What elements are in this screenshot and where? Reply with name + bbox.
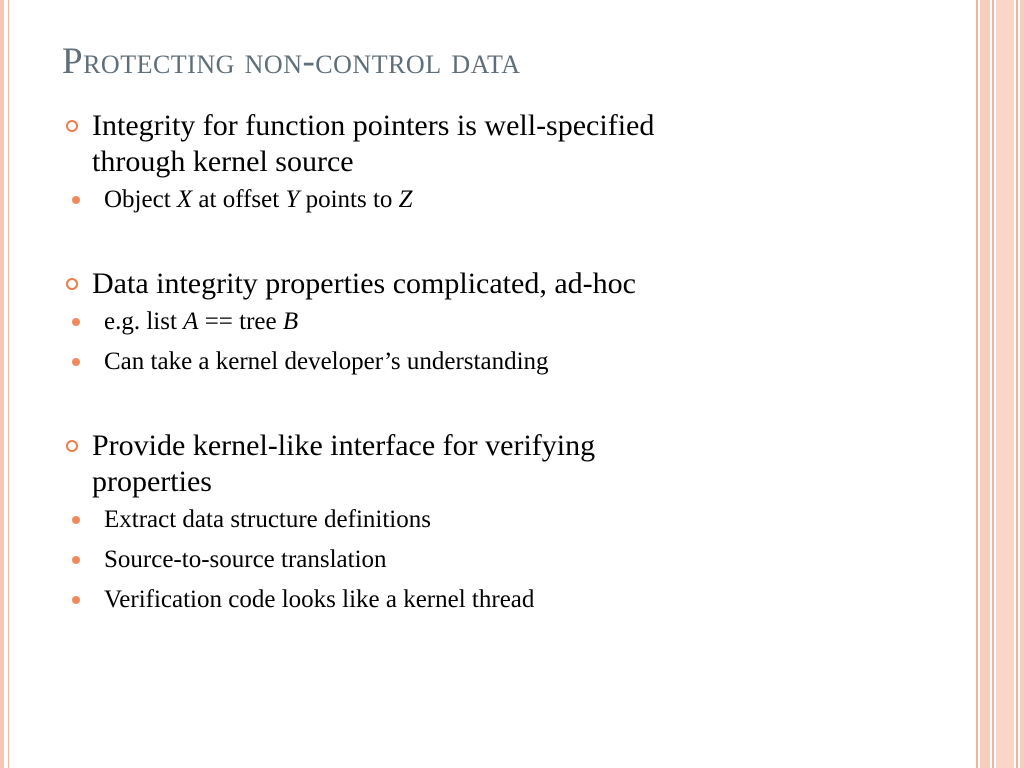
bullet-text: through kernel source <box>92 145 354 178</box>
slide-title: Protecting non-control data <box>62 41 521 82</box>
ring-bullet-icon <box>66 278 78 290</box>
sub-bullet-item: e.g. list A == tree B <box>62 308 962 336</box>
dot-bullet-icon <box>72 556 80 564</box>
sub-bullet-list <box>62 506 962 614</box>
sub-bullet-item: Verification code looks like a kernel thread <box>62 586 962 614</box>
sub-bullet-list <box>62 308 962 376</box>
bullet-list <box>62 108 962 626</box>
dot-bullet-icon <box>72 196 80 204</box>
left-decorative-stripe <box>0 0 4 768</box>
sub-bullet-item: Can take a kernel developer’s understanding <box>62 348 962 376</box>
bullet-text: Integrity for function pointers is well-specified <box>92 109 655 142</box>
right-decorative-stripes <box>976 0 1024 768</box>
bullet-text: Data integrity properties complicated, ad-hoc <box>92 267 636 300</box>
sub-bullet-item: Source-to-source translation <box>62 546 962 574</box>
ring-bullet-icon <box>66 120 78 132</box>
bullet-item <box>62 108 962 180</box>
bullet-item <box>62 266 962 302</box>
sub-bullet-list <box>62 186 962 214</box>
sub-bullet-item: Extract data structure definitions <box>62 506 962 534</box>
sub-bullet-item: Object X at offset Y points to Z <box>62 186 962 214</box>
left-decorative-line <box>8 0 9 768</box>
bullet-item <box>62 428 962 500</box>
bullet-text: Provide kernel-like interface for verifying <box>92 429 596 462</box>
bullet-text: properties <box>92 465 212 498</box>
dot-bullet-icon <box>72 318 80 326</box>
dot-bullet-icon <box>72 358 80 366</box>
dot-bullet-icon <box>72 596 80 604</box>
ring-bullet-icon <box>66 440 78 452</box>
dot-bullet-icon <box>72 516 80 524</box>
